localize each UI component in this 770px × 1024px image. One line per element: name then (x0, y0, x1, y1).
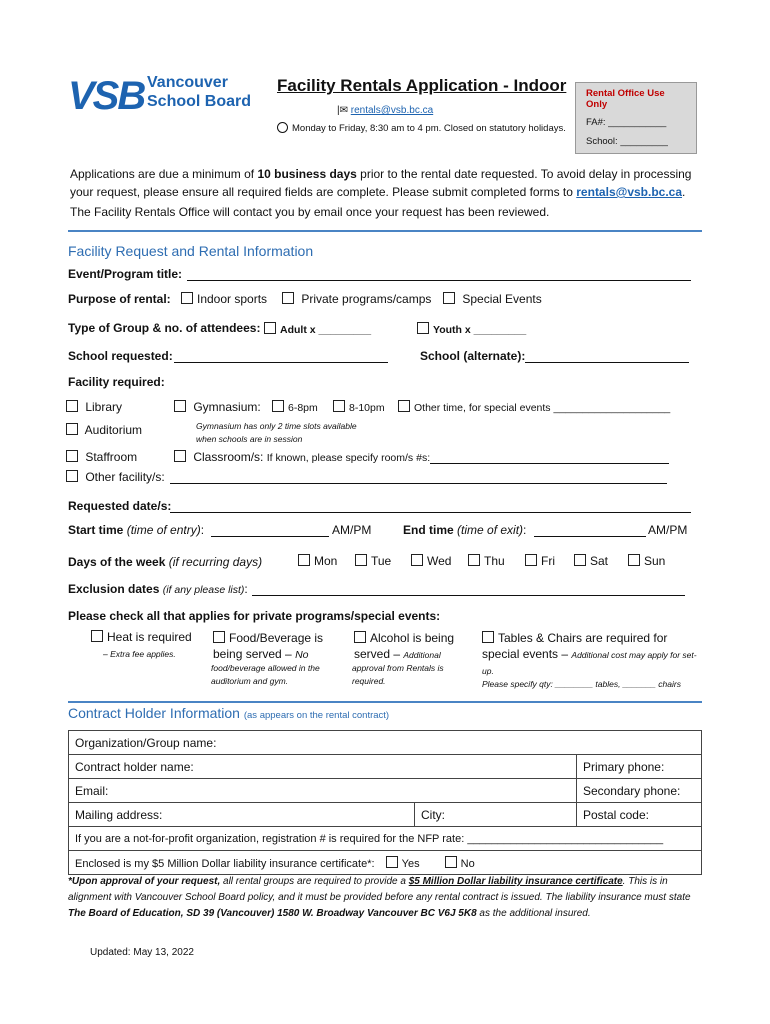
office-hours-text: Monday to Friday, 8:30 am to 4 pm. Closed on statutory holidays. (292, 123, 566, 134)
start-time-hint: (time of entry) (126, 523, 201, 537)
gym-note: Gymnasium has only 2 time slots available when schools are in session (196, 421, 357, 444)
intro-text-b: prior to the rental date requested. To avoid delay in processing your request, please ensure all required fields are complete. Please submit completed forms to (70, 167, 692, 199)
contract-subtitle: (as appears on the rental contract) (243, 710, 390, 721)
checkbox[interactable] (272, 400, 284, 412)
contract-section-title (68, 705, 389, 721)
checkbox[interactable] (386, 856, 398, 868)
day-label: Tue (371, 554, 392, 568)
vsb-logo-name (147, 73, 251, 111)
classroom-label: Classroom/s: (193, 450, 264, 464)
food-note: food/beverage allowed in the auditorium and gym. (211, 663, 320, 686)
other-facility-label: Other facility/s: (85, 470, 165, 484)
option-heat[interactable] (91, 630, 192, 644)
purpose-label: Purpose of rental: (68, 292, 171, 306)
note-a: *Upon approval of your request, (68, 876, 221, 887)
days-of-week-row (68, 555, 262, 569)
adult-count-label: Adult x _________ (280, 324, 372, 336)
days-label: Days of the week (68, 555, 166, 569)
facility-library[interactable] (66, 400, 122, 414)
requested-dates-field[interactable] (170, 500, 691, 513)
start-time-field[interactable] (211, 524, 329, 537)
tables-label: Tables & Chairs are required for special events – (482, 631, 668, 661)
primary-phone-cell[interactable]: Primary phone: (576, 755, 701, 779)
checkbox[interactable] (213, 631, 225, 643)
facility-gymnasium[interactable] (174, 400, 261, 414)
start-time-row: Start time (time of entry): (68, 523, 205, 537)
gym-6-8-label: 6-8pm (288, 402, 318, 414)
facility-required-label: Facility required: (68, 375, 165, 389)
facility-auditorium[interactable] (66, 423, 142, 437)
checkbox[interactable] (66, 423, 78, 435)
day-label: Fri (541, 554, 555, 568)
intro-contact-note: The Facility Rentals Office will contact you by email once your request has been reviewed. (70, 205, 550, 219)
purpose-option-label: Private programs/camps (301, 292, 432, 306)
checkbox[interactable] (298, 554, 310, 566)
contract-title-text: Contract Holder Information (68, 705, 240, 721)
option-alcohol[interactable] (354, 630, 474, 662)
purpose-row (68, 292, 171, 306)
option-food[interactable] (213, 630, 338, 663)
day-label: Wed (427, 554, 452, 568)
checkbox[interactable] (91, 630, 103, 642)
insurance-label: Enclosed is my $5 Million Dollar liability insurance certificate*: (75, 857, 375, 870)
intro-text-a: Applications are due a minimum of (70, 167, 258, 181)
nfp-cell[interactable]: If you are a not-for-profit organization, registration # is required for the NFP rate: ________________________________ (69, 827, 702, 851)
table-row (69, 731, 702, 755)
checkbox[interactable] (264, 322, 276, 334)
section-divider (68, 230, 702, 232)
facility-section-title: Facility Request and Rental Information (68, 243, 314, 259)
checkbox[interactable] (354, 631, 366, 643)
office-school-field[interactable]: School: _________ (586, 136, 668, 147)
gymnasium-label: Gymnasium: (193, 400, 261, 414)
checkbox[interactable] (333, 400, 345, 412)
org-name-cell[interactable]: Organization/Group name: (69, 731, 702, 755)
table-row (69, 827, 702, 851)
tables-note: Additional cost may apply for set-up. (482, 650, 697, 676)
end-ampm: AM/PM (648, 523, 688, 537)
clock-icon (277, 122, 288, 133)
checkbox[interactable] (417, 322, 429, 334)
updated-date: Updated: May 13, 2022 (90, 947, 194, 958)
day-label: Thu (484, 554, 505, 568)
exclusion-row: Exclusion dates (if any please list): (68, 582, 248, 596)
event-title-label: Event/Program title: (68, 267, 183, 281)
checkbox[interactable] (355, 554, 367, 566)
gym-6-8pm[interactable] (272, 400, 318, 414)
checkbox[interactable] (445, 856, 457, 868)
exclusion-field[interactable] (252, 583, 685, 596)
purpose-special-events[interactable] (443, 292, 542, 306)
intro-email-link[interactable]: rentals@vsb.bc.ca (576, 185, 683, 199)
mailing-address-cell[interactable]: Mailing address: (69, 803, 415, 827)
end-time-hint: (time of exit) (457, 523, 524, 537)
event-title-field[interactable] (187, 268, 691, 281)
day-label: Mon (314, 554, 338, 568)
other-time-label: Other time, for special events ____________________ (414, 402, 671, 414)
email-cell[interactable]: Email: (69, 779, 577, 803)
school-alternate-field[interactable] (525, 350, 689, 363)
checkbox[interactable] (628, 554, 640, 566)
intro-deadline: 10 business days (257, 167, 357, 181)
gym-8-10pm[interactable] (333, 400, 385, 414)
day-wed[interactable] (411, 554, 451, 568)
secondary-phone-cell[interactable]: Secondary phone: (576, 779, 701, 803)
checkbox[interactable] (66, 400, 78, 412)
office-fa-field[interactable]: FA#: ___________ (586, 117, 667, 128)
note-c: $5 Million Dollar liability insurance certificate (408, 876, 623, 887)
exclusion-hint: (if any please list) (162, 584, 245, 596)
end-time-row: End time (time of exit): (403, 523, 527, 537)
tables-qty[interactable]: Please specify qty: ________ tables, _______ chairs (482, 679, 681, 689)
checkbox[interactable] (482, 631, 494, 643)
purpose-indoor-sports[interactable] (181, 292, 267, 306)
start-time-label: Start time (68, 523, 124, 537)
insurance-cell (69, 851, 702, 875)
office-use-heading: Rental Office Use Only (586, 88, 665, 110)
logo-line-1: Vancouver (147, 74, 228, 91)
page-title: Facility Rentals Application - Indoor (277, 76, 567, 95)
classroom-note: If known, please specify room/s #s: (266, 452, 431, 464)
alcohol-label: Alcohol is being served – (354, 631, 455, 661)
contract-table (68, 730, 702, 875)
auditorium-label: Auditorium (84, 423, 143, 437)
checkbox[interactable] (468, 554, 480, 566)
food-label: Food/Beverage is being served – (213, 631, 324, 661)
youth-count-label: Youth x _________ (433, 324, 527, 336)
table-row (69, 851, 702, 875)
table-row (69, 779, 702, 803)
intro-text-end: . (682, 185, 686, 199)
school-alternate-label: School (alternate): (420, 349, 526, 363)
intro-paragraph (70, 165, 700, 201)
checkbox[interactable] (574, 554, 586, 566)
contact-email-link[interactable]: rentals@vsb.bc.ca (350, 105, 434, 116)
note-b: all rental groups are required to provide a (220, 876, 409, 887)
checkbox[interactable] (174, 400, 186, 412)
note-f: as the additional insured. (476, 908, 591, 919)
day-thu[interactable] (468, 554, 505, 568)
alcohol-note: approval from Rentals is required. (352, 663, 444, 686)
mail-icon: |✉ (337, 105, 348, 116)
checkbox[interactable] (66, 450, 78, 462)
purpose-option-label: Indoor sports (197, 292, 268, 306)
heat-label: Heat is required (107, 630, 192, 644)
note-d: . This is in alignment with Vancouver School Board policy, and it must be provided before any rental contract is issued. The liability insurance must state (68, 876, 691, 903)
days-hint: (if recurring days) (168, 555, 263, 569)
insurance-yes: Yes (401, 857, 420, 870)
food-no: No (295, 649, 309, 661)
checkbox[interactable] (282, 292, 294, 304)
start-ampm: AM/PM (332, 523, 372, 537)
office-hours (277, 122, 566, 134)
exclusion-label: Exclusion dates (68, 582, 160, 596)
library-label: Library (85, 400, 123, 414)
other-facility-field[interactable] (170, 471, 667, 484)
postal-code-cell[interactable]: Postal code: (576, 803, 701, 827)
end-time-field[interactable] (534, 524, 646, 537)
checkbox[interactable] (411, 554, 423, 566)
alcohol-note-a: Additional (403, 650, 441, 660)
youth-count[interactable] (417, 322, 526, 336)
day-mon[interactable] (298, 554, 337, 568)
facility-staffroom[interactable] (66, 450, 137, 464)
logo-line-2: School Board (147, 93, 252, 110)
note-e: The Board of Education, SD 39 (Vancouver) 1580 W. Broadway Vancouver BC V6J 5K8 (68, 908, 477, 919)
table-row (69, 803, 702, 827)
check-all-label: Please check all that applies for private programs/special events: (68, 609, 441, 623)
end-time-label: End time (403, 523, 454, 537)
insurance-note (68, 874, 703, 922)
purpose-option-label: Special Events (462, 292, 542, 306)
adult-count[interactable] (264, 322, 371, 336)
table-row (69, 755, 702, 779)
insurance-no: No (460, 857, 475, 870)
option-tables-chairs[interactable] (482, 630, 697, 678)
checkbox[interactable] (174, 450, 186, 462)
day-sun[interactable] (628, 554, 665, 568)
staffroom-label: Staffroom (85, 450, 138, 464)
day-sat[interactable] (574, 554, 608, 568)
school-requested-field[interactable] (174, 350, 388, 363)
classroom-field[interactable] (430, 451, 669, 464)
checkbox[interactable] (66, 470, 78, 482)
checkbox[interactable] (398, 400, 410, 412)
checkbox[interactable] (443, 292, 455, 304)
day-label: Sun (644, 554, 666, 568)
day-tue[interactable] (355, 554, 391, 568)
section-divider (68, 701, 702, 703)
day-fri[interactable] (525, 554, 555, 568)
vsb-logo-initials: VSB (68, 74, 145, 118)
checkbox[interactable] (181, 292, 193, 304)
day-label: Sat (590, 554, 609, 568)
requested-dates-label: Requested date/s: (68, 499, 172, 513)
facility-other[interactable] (66, 470, 165, 484)
gym-8-10-label: 8-10pm (349, 402, 385, 414)
gym-other-time[interactable] (398, 400, 670, 414)
rental-office-use-box (575, 82, 697, 154)
checkbox[interactable] (525, 554, 537, 566)
holder-name-cell[interactable]: Contract holder name: (69, 755, 577, 779)
contact-email-line (337, 105, 433, 116)
purpose-private-programs[interactable] (282, 292, 431, 306)
city-cell[interactable]: City: (415, 803, 577, 827)
heat-note: – Extra fee applies. (103, 649, 176, 659)
school-requested-label: School requested: (68, 349, 173, 363)
facility-classroom[interactable] (174, 450, 430, 464)
group-type-label: Type of Group & no. of attendees: (68, 321, 261, 335)
